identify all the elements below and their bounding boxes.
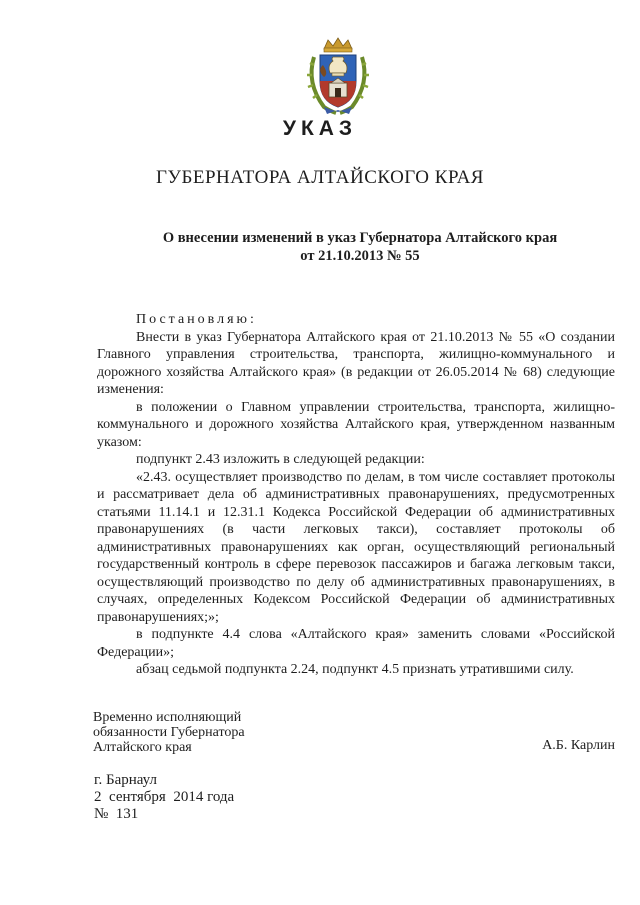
signatory-line-3: Алтайского края bbox=[93, 740, 192, 755]
body-paragraph-1: Внести в указ Губернатора Алтайского края от 21.10.2013 № 55 «О создании Главного управления строительства, транспорта, жилищно-коммунального и дорожного хозяйства Алтайского края» (в редакции от 26.05.2014 № 68) следующие изменения: bbox=[97, 329, 615, 397]
body-paragraph-4: «2.43. осуществляет производство по делам, в том числе составляет протоколы и рассматривает дела об административных правонарушениях, предусмотренных статьями 11.14.1 и 12.31.1 Кодекса Российской Федерации об административных правонарушениях (в части легковых такси), составляет протоколы об административных правонарушениях как орган, осуществляющий региональный государственный контроль в сфере перевозок пассажиров и багажа легковым такси, осуществляющий производство по делу об административных правонарушениях, в случаях, определенных Кодексом Российской Федерации об административных правонарушениях;»; bbox=[97, 469, 615, 625]
issue-city: г. Барнаул bbox=[94, 772, 157, 788]
issuer-title: ГУБЕРНАТОРА АЛТАЙСКОГО КРАЯ bbox=[156, 167, 484, 188]
altai-krai-coat-of-arms-icon bbox=[302, 35, 374, 115]
body-paragraph-2: в положении о Главном управлении строительства, транспорта, жилищно-коммунального и дорожного хозяйства Алтайского края, утвержденном названным указом: bbox=[97, 399, 615, 450]
document-type-title: УКАЗ bbox=[282, 117, 358, 140]
decree-body bbox=[97, 311, 615, 679]
signatory-name: А.Б. Карлин bbox=[542, 738, 615, 753]
decree-heading bbox=[120, 229, 600, 265]
heading-line-1: О внесении изменений в указ Губернатора Алтайского края bbox=[162, 230, 558, 246]
body-paragraph-5: в подпункте 4.4 слова «Алтайского края» заменить словами «Российской Федерации»; bbox=[97, 627, 615, 660]
body-paragraph-6: абзац седьмой подпункта 2.24, подпункт 4.5 признать утратившими силу. bbox=[136, 662, 574, 677]
decree-number: № 131 bbox=[94, 806, 139, 822]
signatory-line-1: Временно исполняющий bbox=[93, 710, 242, 725]
body-paragraph-3: подпункт 2.43 изложить в следующей редакции: bbox=[136, 452, 425, 467]
signatory-line-2: обязанности Губернатора bbox=[93, 725, 245, 740]
signatory-position bbox=[93, 710, 245, 755]
heading-line-2: от 21.10.2013 № 55 bbox=[300, 248, 420, 264]
issue-details bbox=[94, 772, 234, 823]
issue-date: 2 сентября 2014 года bbox=[94, 789, 235, 805]
resolution-word: Постановляю: bbox=[136, 312, 257, 327]
